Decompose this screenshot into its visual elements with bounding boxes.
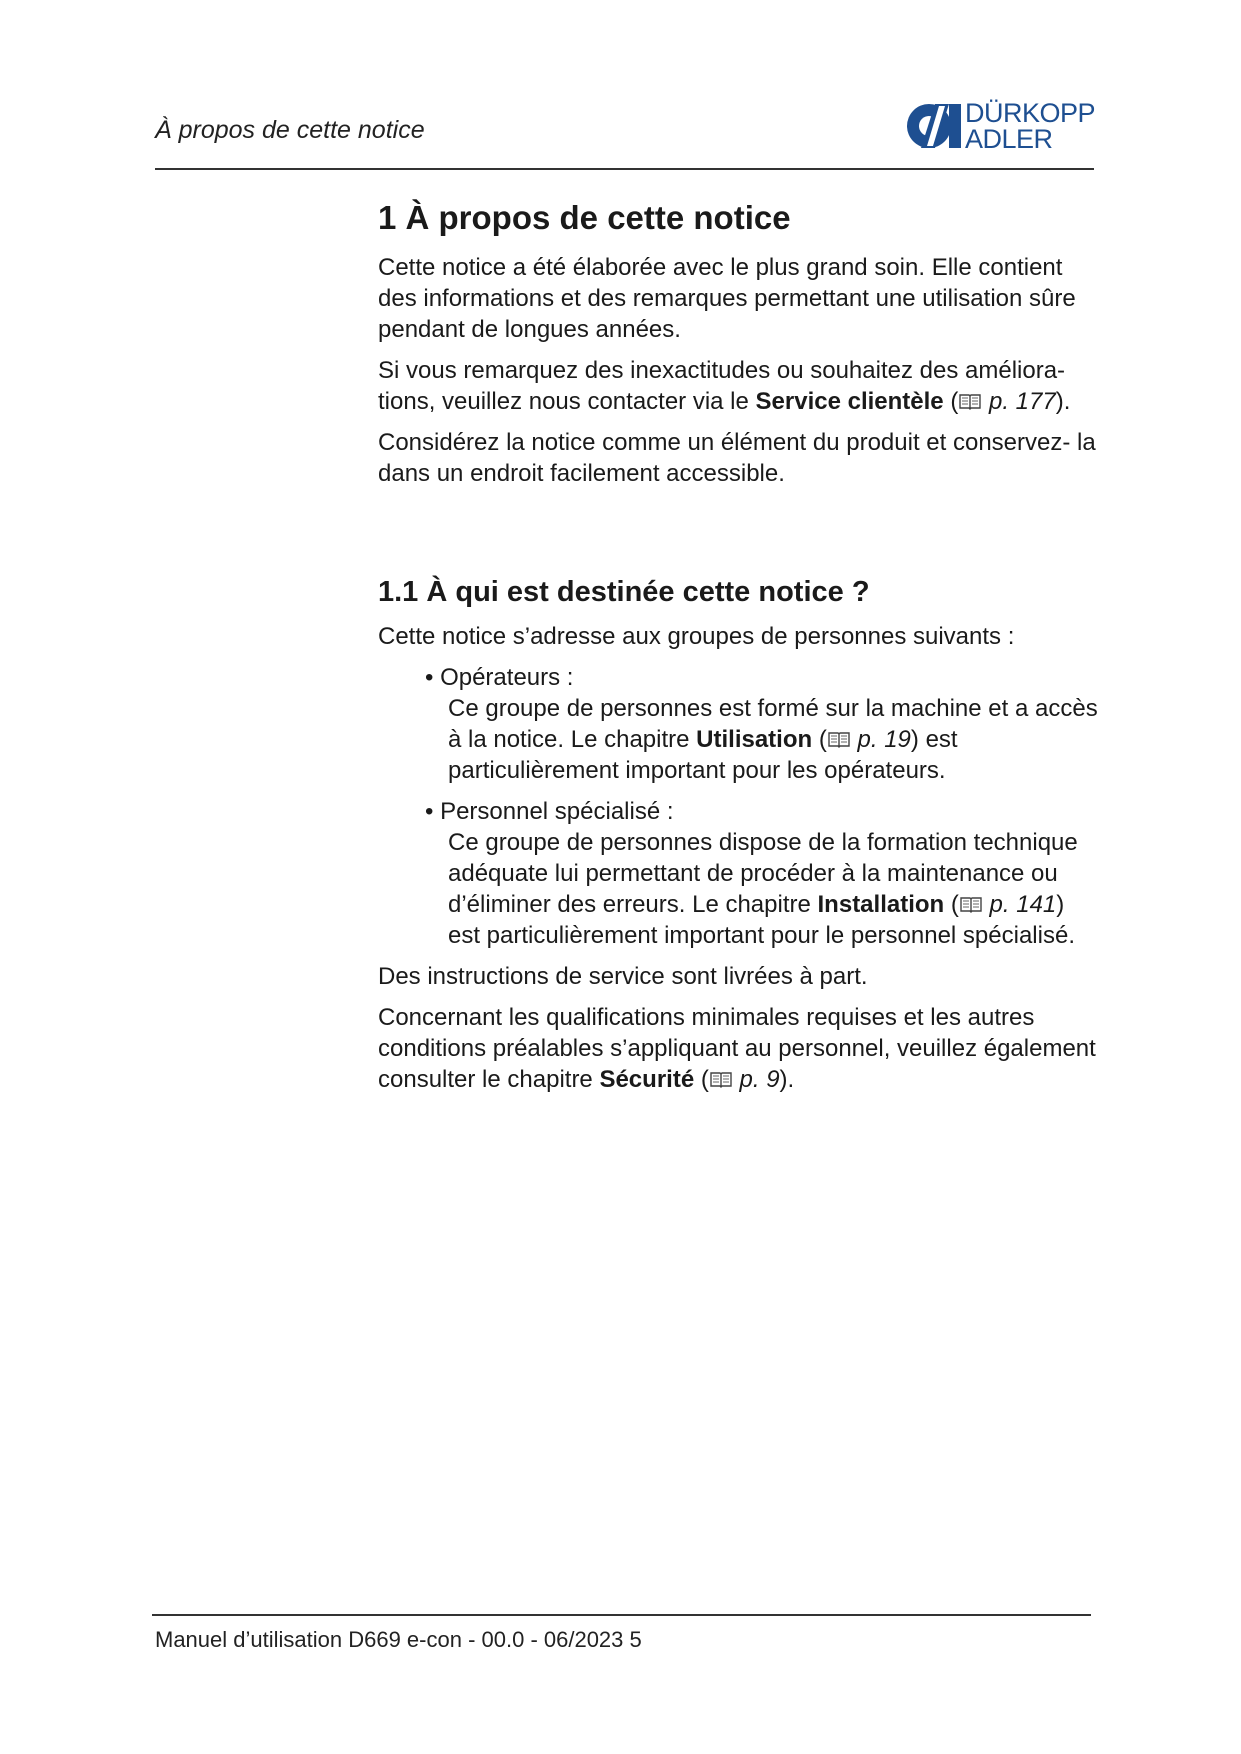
book-icon	[827, 730, 851, 748]
feedback-text: Si vous remarquez des inexactitudes ou souhaitez des améliora- tions, veuillez nous contacter via le	[378, 357, 1066, 415]
logo-wordmark	[965, 100, 1095, 152]
feedback-paragraph: Si vous remarquez des inexactitudes ou souhaitez des améliora- tions, veuillez nous contacter via le Service clientèle ( p. 177).	[378, 357, 1071, 415]
list-item-operators	[378, 662, 1098, 786]
main-content	[378, 196, 1098, 1105]
qualifications-paragraph: Concernant les qualifications minimales requises et les autres conditions préalables s’appliquant au personnel, veuillez également consulter le chapitre Sécurité ( p. 9).	[378, 1004, 1096, 1093]
logo-mark-icon	[905, 102, 963, 150]
book-icon	[959, 895, 983, 913]
book-icon	[709, 1070, 733, 1088]
audience-intro: Cette notice s’adresse aux groupes de personnes suivants :	[378, 623, 1015, 650]
page-reference[interactable]: p. 9	[739, 1066, 780, 1093]
chapter-link-label: Utilisation	[696, 726, 813, 753]
durkopp-adler-logo	[905, 100, 1095, 152]
page-footer: Manuel d’utilisation D669 e-con - 00.0 - 06/2023 5	[155, 1627, 642, 1652]
book-icon	[958, 392, 982, 410]
instructions-paragraph: Des instructions de service sont livrées à part.	[378, 963, 868, 990]
header-divider	[155, 168, 1094, 170]
bullet-text: est particulièrement important pour les opérateurs.	[448, 726, 958, 784]
section-heading: 1.1 À qui est destinée cette notice ?	[378, 576, 870, 608]
chapter-heading: 1 À propos de cette notice	[378, 199, 791, 236]
bullet-body: Ce groupe de personnes est formé sur la machine et a accès à la notice. Le chapitre Utilisation ( p. 19) est particulièrement important pour les opérateurs.	[448, 695, 1098, 784]
page-reference[interactable]: p. 141	[989, 891, 1057, 918]
paragraph-text: Concernant les qualifications minimales requises et les autres conditions préalables s’appliquant au personnel, veuillez également consulter le chapitre	[378, 1004, 1096, 1093]
running-header-title: À propos de cette notice	[155, 116, 425, 144]
bullet-text: est particulièrement important pour le personnel spécialisé.	[448, 922, 1075, 949]
page-reference[interactable]: p. 19	[857, 726, 911, 753]
chapter-link-label: Sécurité	[599, 1066, 695, 1093]
intro-paragraph: Cette notice a été élaborée avec le plus grand soin. Elle contient des informations et des remarques permettant une utilisation sûre pendant de longues années.	[378, 254, 1076, 343]
page-reference[interactable]: p. 177	[989, 388, 1056, 415]
service-link-label: Service clientèle	[755, 388, 944, 415]
keep-notice-paragraph: Considérez la notice comme un élément du produit et conservez- la dans un endroit facilement accessible.	[378, 429, 1096, 487]
bullet-title: • Opérateurs :	[425, 664, 574, 691]
footer-divider	[152, 1614, 1091, 1616]
logo-line-2: ADLER	[965, 124, 1053, 154]
chapter-link-label: Installation	[817, 891, 945, 918]
bullet-text: Ce groupe de personnes est formé sur la machine et a accès à la notice. Le chapitre	[448, 695, 1098, 753]
logo-line-1: DÜRKOPP	[965, 98, 1096, 128]
bullet-title: • Personnel spécialisé :	[425, 798, 674, 825]
bullet-body: Ce groupe de personnes dispose de la formation technique adéquate lui permettant de procéder à la maintenance ou d’éliminer des erreurs. Le chapitre Installation ( p. 141) est particulièrement important pour le personnel spécialisé.	[448, 829, 1078, 949]
bullet-text: Ce groupe de personnes dispose de la formation technique adéquate lui permettant de procéder à la maintenance ou d’éliminer des erreurs. Le chapitre	[448, 829, 1078, 918]
list-item-specialists	[378, 796, 1098, 951]
